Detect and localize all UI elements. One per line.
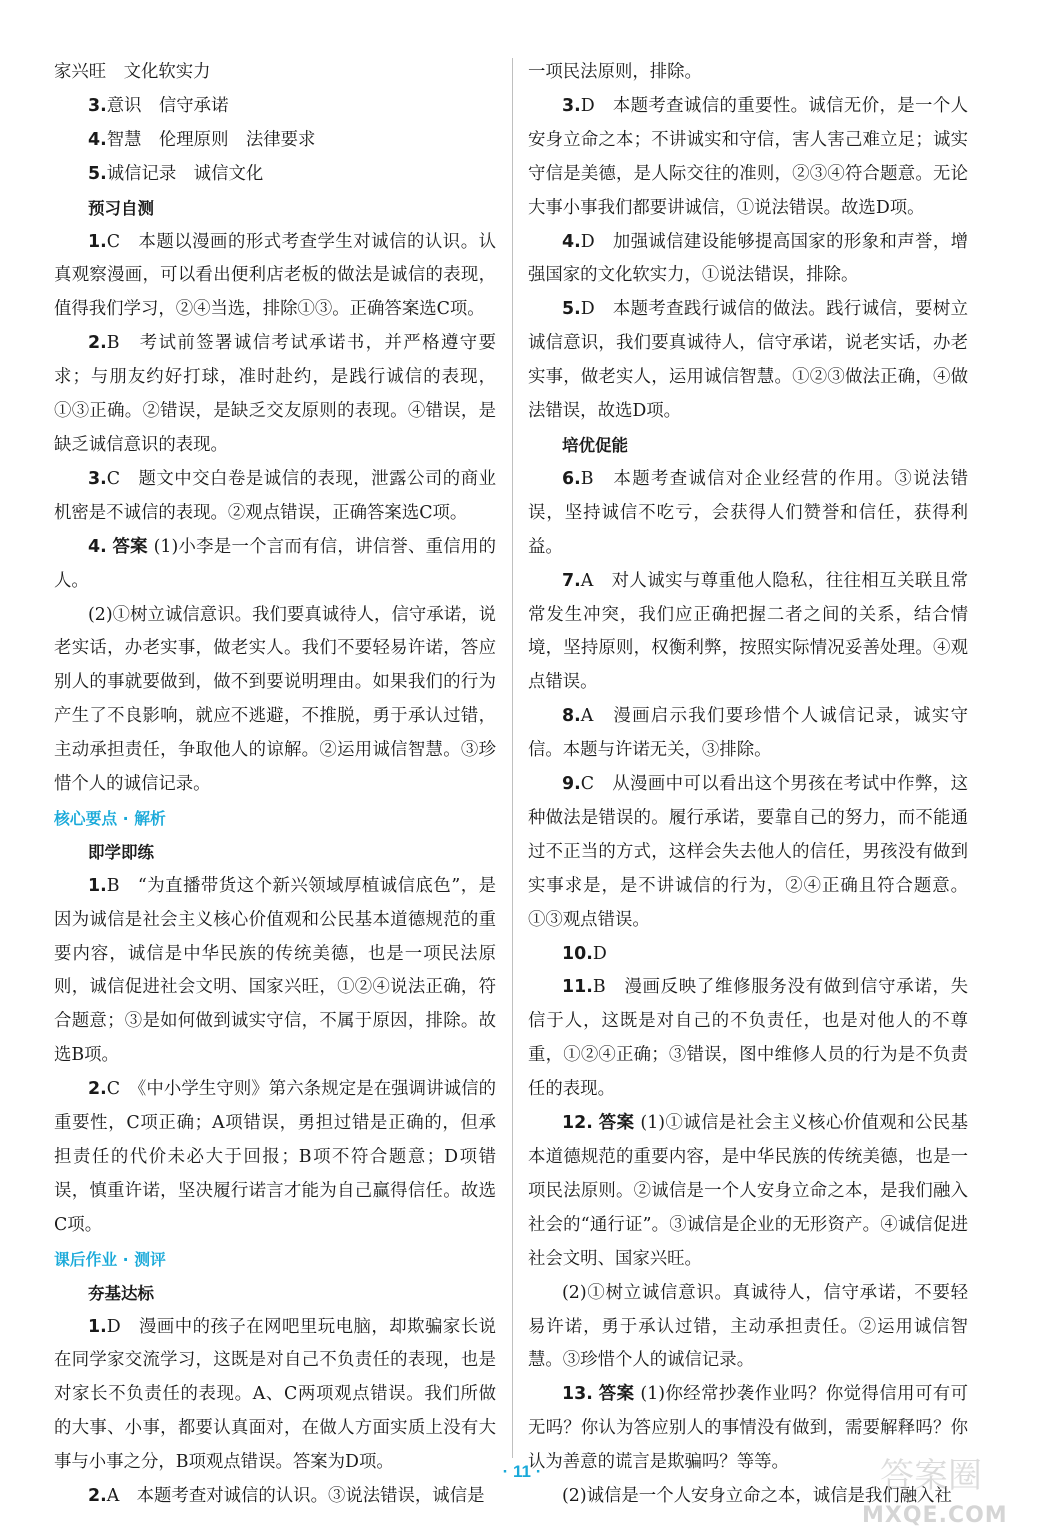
item-text: C 从漫画中可以看出这个男孩在考试中作弊，这种做法是错误的。履行承诺，要靠自己的努力，而不能通过不正当的方式，这样会失去他人的信任，男孩没有做到实事求是，是不讲诚信的行为，②④正确且符合题意。①③观点错误。 xyxy=(528,774,968,930)
item-text: D 漫画中的孩子在网吧里玩电脑，却欺骗家长说在同学家交流学习，这既是对自己不负责任的表现，也是对家长不负责任的表现。A、C两项观点错误。我们所做的大事、小事，都要认真面对，在做人方面实质上没有大事与小事之分，B项观点错误。答案为D项。 xyxy=(54,1316,496,1473)
item-text: C 题文中交白卷是诚信的表现，泄露公司的商业机密是不诚信的表现。②观点错误，正确答案选C项。 xyxy=(54,468,496,523)
item-number: 8. xyxy=(562,706,581,727)
item-number: 1. xyxy=(88,231,107,252)
answer-item xyxy=(54,226,496,328)
list-item xyxy=(54,90,496,124)
right-column xyxy=(528,56,968,1514)
watermark-logo: 答案圈 xyxy=(880,1456,982,1496)
answer-continuation: (2)①树立诚信意识。真诚待人，信守承诺，不要轻易许诺，勇于承认过错，主动承担责任。②运用诚信智慧。③珍惜个人的诚信记录。 xyxy=(528,1282,968,1371)
paragraph: 一项民法原则，排除。 xyxy=(528,62,702,82)
item-number: 3. xyxy=(562,95,581,116)
answer-continuation: (2)诚信是一个人安身立命之本，诚信是我们融入社 xyxy=(562,1486,952,1507)
item-text: D 本题考查践行诚信的做法。践行诚信，要树立诚信意识，我们要真诚待人，信守承诺，说老实话，办老实事，做老实人，运用诚信智慧。①②③做法正确，④做法错误，故选D项。 xyxy=(528,299,968,422)
subheading-hangji: 夯基达标 xyxy=(88,1283,154,1303)
answer-label: 答案 xyxy=(112,536,148,557)
item-text: B 漫画反映了维修服务没有做到信守承诺，失信于人，这既是对自己的不负责任，也是对他人的不尊重，①②④正确；③错误，图中维修人员的行为是不负责任的表现。 xyxy=(528,977,968,1100)
answer-continuation: (2)①树立诚信意识。我们要真诚待人，信守承诺，说老实话，办老实事，做老实人。我们不要轻易许诺，答应别人的事就要做到，做不到要说明理由。如果我们的行为产生了不良影响，就应不逃避，不推脱，勇于承认过错，主动承担责任，争取他人的谅解。②运用诚信智慧。③珍惜个人的诚信记录。 xyxy=(54,604,496,795)
list-item xyxy=(54,124,496,158)
item-number: 5. xyxy=(88,163,107,184)
subheading-jixue: 即学即练 xyxy=(88,842,154,862)
item-text: 智慧 伦理原则 法律要求 xyxy=(106,129,316,150)
item-number: 9. xyxy=(562,774,581,795)
answer-label: 答案 xyxy=(598,1384,635,1405)
item-text: C 《中小学生守则》第六条规定是在强调讲诚信的重要性，C项正确；A项错误，勇担过错是正确的，但承担责任的代价未必大于回报；B项不符合题意；D项错误，慎重许诺，坚决履行诺言才能为自己赢得信任。故选C项。 xyxy=(54,1079,496,1235)
item-number: 4. xyxy=(562,231,581,252)
answer-label: 答案 xyxy=(598,1113,635,1134)
item-number: 1. xyxy=(88,875,107,896)
item-number: 7. xyxy=(562,570,581,591)
item-number: 1. xyxy=(88,1316,107,1337)
answer-item xyxy=(528,971,968,1107)
answer-item xyxy=(54,327,496,463)
answer-item xyxy=(54,1480,496,1514)
item-text: 意识 信守承诺 xyxy=(106,95,229,116)
item-text: A 漫画启示我们要珍惜个人诚信记录，诚实守信。本题与许诺无关，③排除。 xyxy=(528,706,968,761)
item-number: 4. xyxy=(88,536,107,557)
subheading-peiyou: 培优促能 xyxy=(562,435,628,455)
item-text: A 对人诚实与尊重他人隐私，往往相互关联且常常发生冲突，我们应正确把握二者之间的关系，结合情境，坚持原则，权衡利弊，按照实际情况妥善处理。④观点错误。 xyxy=(528,570,968,693)
item-number: 12. xyxy=(562,1113,593,1134)
item-number: 10. xyxy=(562,943,593,964)
item-text: D xyxy=(592,943,607,964)
item-number: 5. xyxy=(562,299,581,320)
item-text: C 本题以漫画的形式考查学生对诚信的认识。认真观察漫画，可以看出便利店老板的做法是诚信的表现，值得我们学习，②④当选，排除①③。正确答案选C项。 xyxy=(54,231,496,320)
item-number: 13. xyxy=(562,1384,593,1405)
watermark xyxy=(862,1448,1032,1528)
page-number: · 11 · xyxy=(502,1462,542,1481)
item-number: 3. xyxy=(88,95,107,116)
section-title-kehou: 课后作业 · 测评 xyxy=(54,1249,166,1269)
item-text: B “为直播带货这个新兴领域厚植诚信底色”，是因为诚信是社会主义核心价值观和公民基本道德规范的重要内容，诚信是中华民族的传统美德，也是一项民法原则，诚信促进社会文明、国家兴旺，①②④说法正确，符合题意；③是如何做到诚实守信，不属于原因，排除。故选B项。 xyxy=(54,875,496,1066)
item-text: (1)小李是一个言而有信，讲信誉、重信用的人。 xyxy=(54,536,496,591)
answer-item xyxy=(54,1073,496,1243)
answer-item xyxy=(528,293,968,429)
item-number: 3. xyxy=(88,468,107,489)
item-text: (1)你经常抄袭作业吗？你觉得信用可有可无吗？你认为答应别人的事情没有做到，需要解释吗？你认为善意的谎言是欺骗吗？等等。 xyxy=(528,1384,969,1473)
answer-item xyxy=(54,1311,496,1481)
item-text: D 加强诚信建设能够提高国家的形象和声誉，增强国家的文化软实力，①说法错误，排除。 xyxy=(528,231,968,286)
answer-item xyxy=(54,531,496,599)
subheading-yuxi: 预习自测 xyxy=(88,198,154,218)
item-text: A 本题考查对诚信的认识。③说法错误，诚信是 xyxy=(106,1486,485,1507)
item-text: 诚信记录 诚信文化 xyxy=(106,163,264,184)
item-text: B 考试前签署诚信考试承诺书，并严格遵守要求；与朋友约好打球，准时赴约，是践行诚信的表现，①③正确。②错误，是缺乏交友原则的表现。④错误，是缺乏诚信意识的表现。 xyxy=(54,333,496,455)
answer-item xyxy=(528,938,968,972)
item-number: 2. xyxy=(88,1486,107,1507)
section-title-hexin: 核心要点 · 解析 xyxy=(54,808,166,828)
item-number: 6. xyxy=(562,468,581,489)
list-item xyxy=(54,158,496,192)
answer-item xyxy=(54,870,496,1073)
item-number: 2. xyxy=(88,1079,107,1100)
item-text: D 本题考查诚信的重要性。诚信无价，是一个人安身立命之本；不讲诚实和守信，害人害己难立足；诚实守信是美德，是人际交往的准则，②③④符合题意。无论大事小事我们都要讲诚信，①说法错误。故选D项。 xyxy=(528,95,968,218)
answer-item xyxy=(528,768,968,938)
answer-item xyxy=(528,90,968,226)
item-number: 4. xyxy=(88,129,107,150)
item-number: 2. xyxy=(88,333,107,354)
answer-item xyxy=(528,463,968,565)
item-number: 11. xyxy=(562,977,593,998)
answer-item xyxy=(528,1107,968,1277)
left-column xyxy=(54,56,496,1514)
item-text: (1)①诚信是社会主义核心价值观和公民基本道德规范的重要内容，是中华民族的传统美德，也是一项民法原则。②诚信是一个人安身立命之本，是我们融入社会的“通行证”。③诚信是企业的无形资产。④诚信促进社会文明、国家兴旺。 xyxy=(528,1113,969,1269)
answer-item xyxy=(54,463,496,531)
answer-item xyxy=(528,565,968,701)
paragraph: 家兴旺 文化软实力 xyxy=(54,62,211,82)
answer-item xyxy=(528,226,968,294)
answer-item xyxy=(528,700,968,768)
item-text: B 本题考查诚信对企业经营的作用。③说法错误，坚持诚信不吃亏，会获得人们赞誉和信任，获得利益。 xyxy=(528,468,968,557)
column-divider xyxy=(512,58,513,1458)
watermark-text: MXQE.COM xyxy=(862,1503,1008,1528)
